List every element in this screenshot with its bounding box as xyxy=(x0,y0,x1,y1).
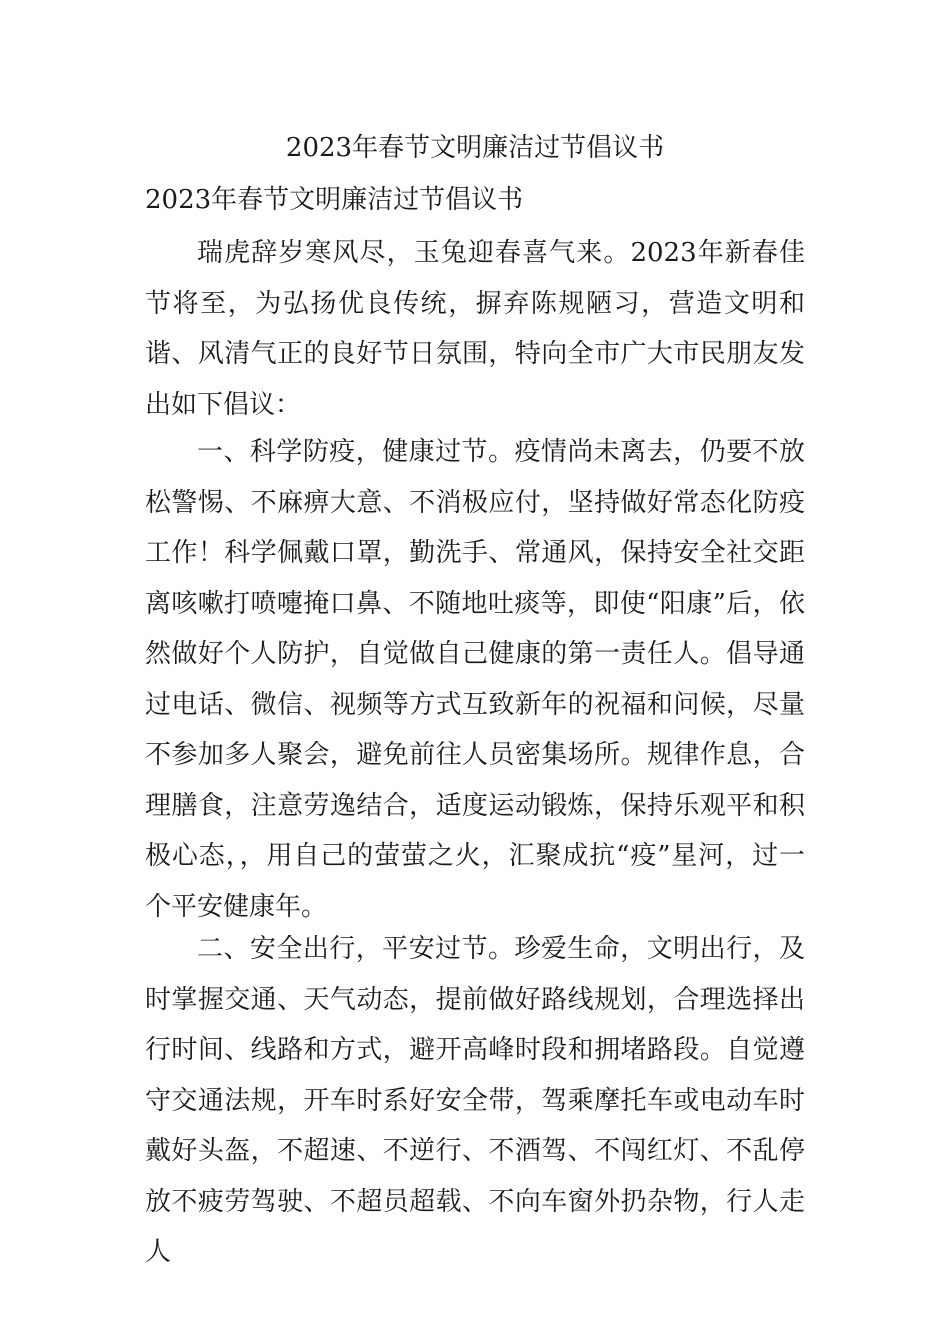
document-subtitle: 2023年春节文明廉洁过节倡议书 xyxy=(145,185,524,215)
paragraph-section-1: 一、科学防疫，健康过节。疫情尚未离去，仍要不放松警惕、不麻痹大意、不消极应付，坚持做好常态化防疫工作！科学佩戴口罩，勤洗手、常通风，保持安全社交距离咳嗽打喷嚏掩口鼻、不随地吐痰等，即使“阳康”后，依然做好个人防护，自觉做自己健康的第一责任人。倡导通过电话、微信、视频等方式互致新年的祝福和问候，尽量不参加多人聚会，避免前往人员密集场所。规律作息，合理膳食，注意劳逸结合，适度运动锻炼，保持乐观平和积极心态，，用自己的萤萤之火，汇聚成抗“疫”星河，过一个平安健康年。 xyxy=(145,437,805,922)
paragraph-section-2: 二、安全出行，平安过节。珍爱生命，文明出行，及时掌握交通、天气动态，提前做好路线规划，合理选择出行时间、线路和方式，避开高峰时段和拥堵路段。自觉遵守交通法规，开车时系好安全带，驾乘摩托车或电动车时戴好头盔，不超速、不逆行、不酒驾、不闯红灯、不乱停放不疲劳驾驶、不超员超载、不向车窗外扔杂物，行人走人 xyxy=(145,934,805,1267)
paragraph-intro: 瑞虎辞岁寒风尽，玉兔迎春喜气来。2023年新春佳节将至，为弘扬优良传统，摒弃陈规陋习，营造文明和谐、风清气正的良好节日氛围，特向全市广大市民朋友发出如下倡议： xyxy=(145,238,805,420)
document-title: 2023年春节文明廉洁过节倡议书 xyxy=(285,133,665,163)
